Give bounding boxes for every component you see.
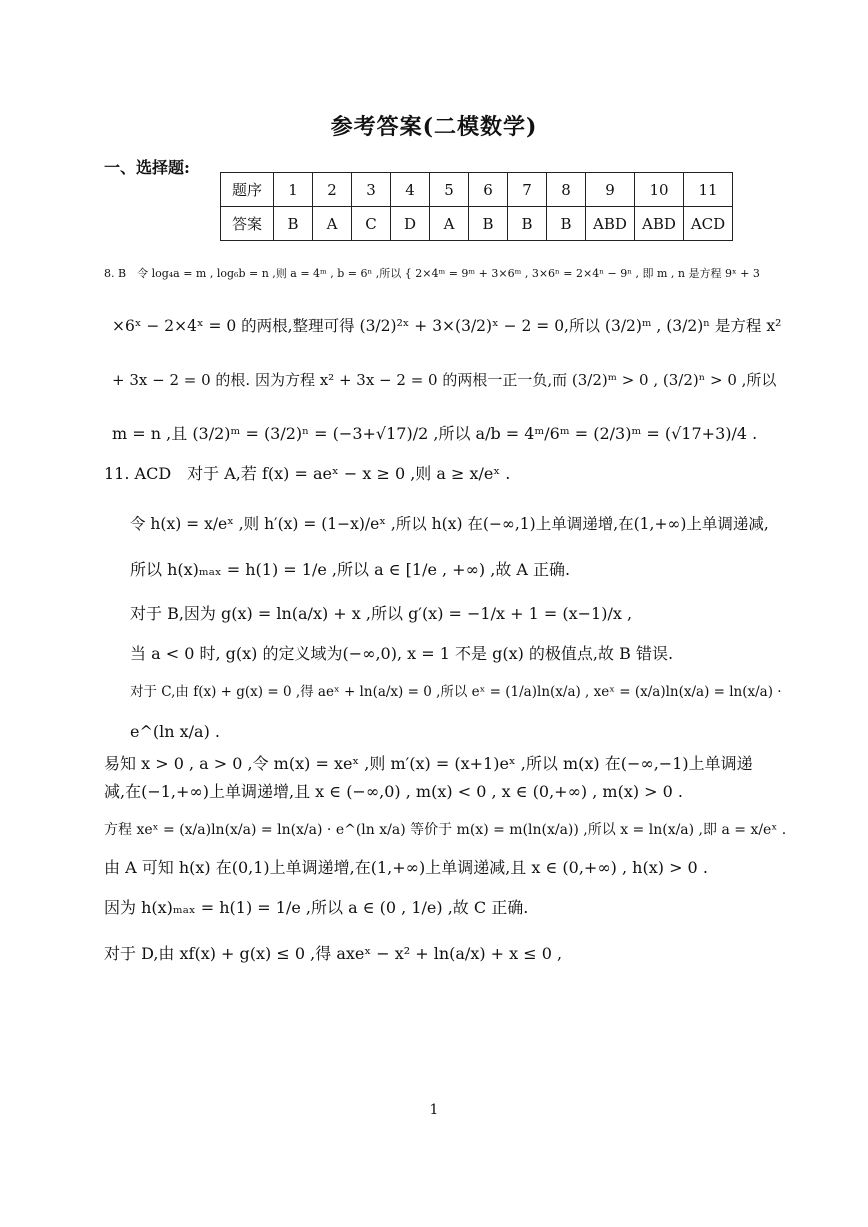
text-line: 当 a < 0 时, g(x) 的定义域为(−∞,0), x = 1 不是 g(x) 的极值点,故 B 错误. <box>130 644 674 663</box>
table-cell: A <box>430 207 469 241</box>
table-cell: B <box>469 207 508 241</box>
table-cell: 11 <box>684 173 733 207</box>
text-line: 减,在(−1,+∞)上单调递增,且 x ∈ (−∞,0) , m(x) < 0 , x ∈ (0,+∞) , m(x) > 0 . <box>104 782 684 801</box>
page-number: 1 <box>429 1102 439 1118</box>
table-cell: ABD <box>586 207 635 241</box>
text-line: 令 h(x) = x/eˣ ,则 h′(x) = (1−x)/eˣ ,所以 h(x) 在(−∞,1)上单调递增,在(1,+∞)上单调递减, <box>130 515 769 533</box>
table-cell: 8 <box>547 173 586 207</box>
table-cell: C <box>352 207 391 241</box>
text-line: 因为 h(x)ₘₐₓ = h(1) = 1/e ,所以 a ∈ (0 , 1/e) ,故 C 正确. <box>104 898 529 917</box>
text-line: 对于 C,由 f(x) + g(x) = 0 ,得 aeˣ + ln(a/x) = 0 ,所以 eˣ = (1/a)ln(x/a) , xeˣ = (x/a)ln(x/a) = ln(x/a) · <box>130 684 782 700</box>
text-line: 对于 B,因为 g(x) = ln(a/x) + x ,所以 g′(x) = −1/x + 1 = (x−1)/x , <box>130 604 633 623</box>
text-line: e^(ln x/a) . <box>130 722 220 741</box>
table-cell: 4 <box>391 173 430 207</box>
table-cell: A <box>313 207 352 241</box>
table-header-cell: 题序 <box>221 173 274 207</box>
table-cell: 7 <box>508 173 547 207</box>
text-line: 方程 xeˣ = (x/a)ln(x/a) = ln(x/a) · e^(ln x/a) 等价于 m(x) = m(ln(x/a)) ,所以 x = ln(x/a) ,即 a = x/eˣ . <box>104 822 787 838</box>
table-cell: 3 <box>352 173 391 207</box>
text-line: 11. ACD 对于 A,若 f(x) = aeˣ − x ≥ 0 ,则 a ≥ x/eˣ . <box>104 464 511 483</box>
text-line: 对于 D,由 xf(x) + g(x) ≤ 0 ,得 axeˣ − x² + ln(a/x) + x ≤ 0 , <box>104 944 563 963</box>
table-cell: ACD <box>684 207 733 241</box>
text-line: 易知 x > 0 , a > 0 ,令 m(x) = xeˣ ,则 m′(x) = (x+1)eˣ ,所以 m(x) 在(−∞,−1)上单调递 <box>104 754 753 773</box>
table-row-questions <box>221 173 733 207</box>
answer-table <box>220 172 733 241</box>
text-line: + 3x − 2 = 0 的根. 因为方程 x² + 3x − 2 = 0 的两根一正一负,而 (3/2)ᵐ > 0 , (3/2)ⁿ > 0 ,所以 <box>112 371 777 389</box>
table-cell: B <box>508 207 547 241</box>
table-cell: 9 <box>586 173 635 207</box>
table-row-answers <box>221 207 733 241</box>
table-cell: ABD <box>635 207 684 241</box>
text-line: 所以 h(x)ₘₐₓ = h(1) = 1/e ,所以 a ∈ [1/e , +∞) ,故 A 正确. <box>130 560 571 579</box>
table-cell: 6 <box>469 173 508 207</box>
text-line: ×6ˣ − 2×4ˣ = 0 的两根,整理可得 (3/2)²ˣ + 3×(3/2)ˣ − 2 = 0,所以 (3/2)ᵐ , (3/2)ⁿ 是方程 x² <box>112 317 782 335</box>
table-cell: 10 <box>635 173 684 207</box>
table-cell: 5 <box>430 173 469 207</box>
text-line: 由 A 可知 h(x) 在(0,1)上单调递增,在(1,+∞)上单调递减,且 x ∈ (0,+∞) , h(x) > 0 . <box>104 858 708 877</box>
page-title: 参考答案(二模数学) <box>330 114 538 140</box>
section-heading: 一、选择题: <box>104 158 190 177</box>
table-cell: B <box>547 207 586 241</box>
table-cell: B <box>274 207 313 241</box>
text-line: m = n ,且 (3/2)ᵐ = (3/2)ⁿ = (−3+√17)/2 ,所以 a/b = 4ᵐ/6ᵐ = (2/3)ᵐ = (√17+3)/4 . <box>112 424 758 443</box>
table-cell: D <box>391 207 430 241</box>
table-cell: 2 <box>313 173 352 207</box>
table-header-cell: 答案 <box>221 207 274 241</box>
text-line: 8. B 令 log₄a = m , log₆b = n ,则 a = 4ᵐ , b = 6ⁿ ,所以 { 2×4ᵐ = 9ᵐ + 3×6ᵐ , 3×6ⁿ = 2×4ⁿ − 9ⁿ , 即 m , n 是方程 9ˣ + 3 <box>104 267 760 280</box>
table-cell: 1 <box>274 173 313 207</box>
